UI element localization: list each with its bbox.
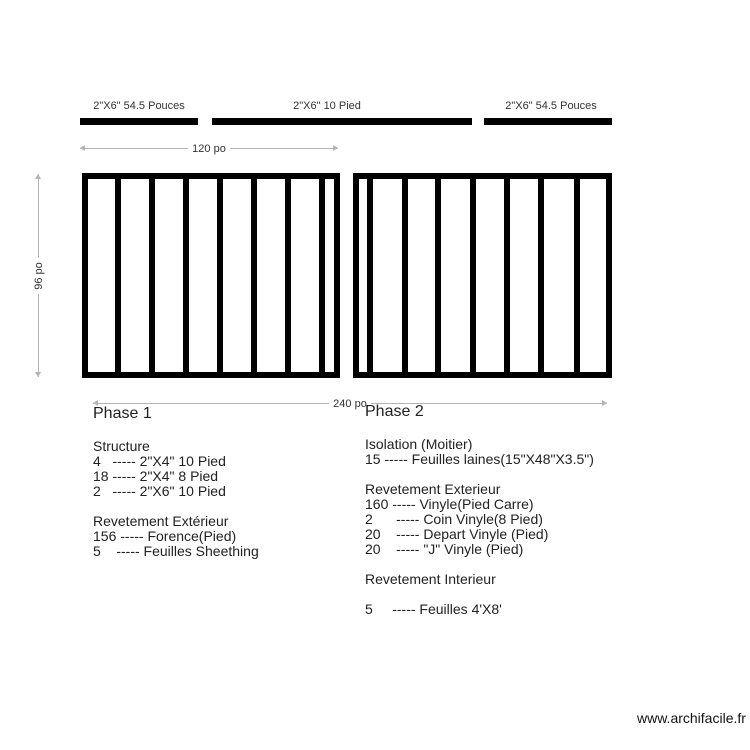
material-line: 15 ----- Feuilles laines(15"X48"X3.5"): [365, 451, 594, 467]
wall-stud: [319, 179, 325, 372]
wall-stud: [285, 179, 291, 372]
wall-stud: [251, 179, 257, 372]
wall-stud: [538, 179, 544, 372]
wall-stud: [217, 179, 223, 372]
dimension-240po: [93, 398, 607, 410]
material-line: Revetement Extérieur: [93, 513, 229, 529]
material-line: Revetement Interieur: [365, 571, 496, 587]
material-line: 5 ----- Feuilles 4'X8': [365, 601, 502, 617]
material-line: 18 ----- 2"X4" 8 Pied: [93, 468, 219, 484]
wall-stud: [402, 179, 408, 372]
wall-stud: [504, 179, 510, 372]
lumber-bar-center: [212, 118, 472, 125]
archifacile-watermark: www.archifacile.fr: [637, 710, 746, 726]
lumber-bar-label-left: 2"X6" 54.5 Pouces: [93, 100, 185, 112]
lumber-bar-label-right: 2"X6" 54.5 Pouces: [505, 100, 597, 112]
wall-stud: [367, 179, 373, 372]
material-line: Revetement Exterieur: [365, 481, 501, 497]
wall-stud: [574, 179, 580, 372]
material-line: [93, 499, 259, 514]
phase-2-title: Phase 2: [365, 403, 424, 420]
material-line: 160 ----- Vinyle(Pied Carre): [365, 496, 534, 512]
wall-stud: [115, 179, 121, 372]
phase-2-material-list: [365, 437, 594, 617]
framed-wall-right: [353, 173, 612, 378]
framed-wall-left: [82, 173, 340, 378]
phase-1-title: Phase 1: [93, 405, 152, 422]
lumber-bar-left: [80, 118, 198, 125]
material-line: 20 ----- Depart Vinyle (Pied): [365, 526, 549, 542]
material-line: [365, 557, 594, 572]
material-line: Isolation (Moitier): [365, 436, 473, 452]
dimension-96po-label: 96 po: [33, 258, 45, 294]
lumber-bar-right: [484, 118, 612, 125]
material-line: Structure: [93, 438, 150, 454]
phase-1-material-list: [93, 439, 259, 559]
material-line: 4 ----- 2"X4" 10 Pied: [93, 453, 226, 469]
material-line: [365, 467, 594, 482]
dimension-120po: [80, 143, 338, 155]
material-line: 5 ----- Feuilles Sheething: [93, 543, 259, 559]
dimension-240po-label: 240 po: [329, 398, 371, 410]
material-line: 156 ----- Forence(Pied): [93, 528, 237, 544]
wall-stud: [183, 179, 189, 372]
material-line: 2 ----- Coin Vinyle(8 Pied): [365, 511, 543, 527]
material-line: 2 ----- 2"X6" 10 Pied: [93, 483, 226, 499]
wall-stud: [149, 179, 155, 372]
material-line: [365, 587, 594, 602]
material-line: 20 ----- "J" Vinyle (Pied): [365, 541, 524, 557]
lumber-bar-label-center: 2"X6" 10 Pied: [293, 100, 361, 112]
wall-stud: [435, 179, 441, 372]
dimension-120po-label: 120 po: [188, 143, 230, 155]
dimension-96po: [33, 174, 45, 377]
wall-stud: [470, 179, 476, 372]
